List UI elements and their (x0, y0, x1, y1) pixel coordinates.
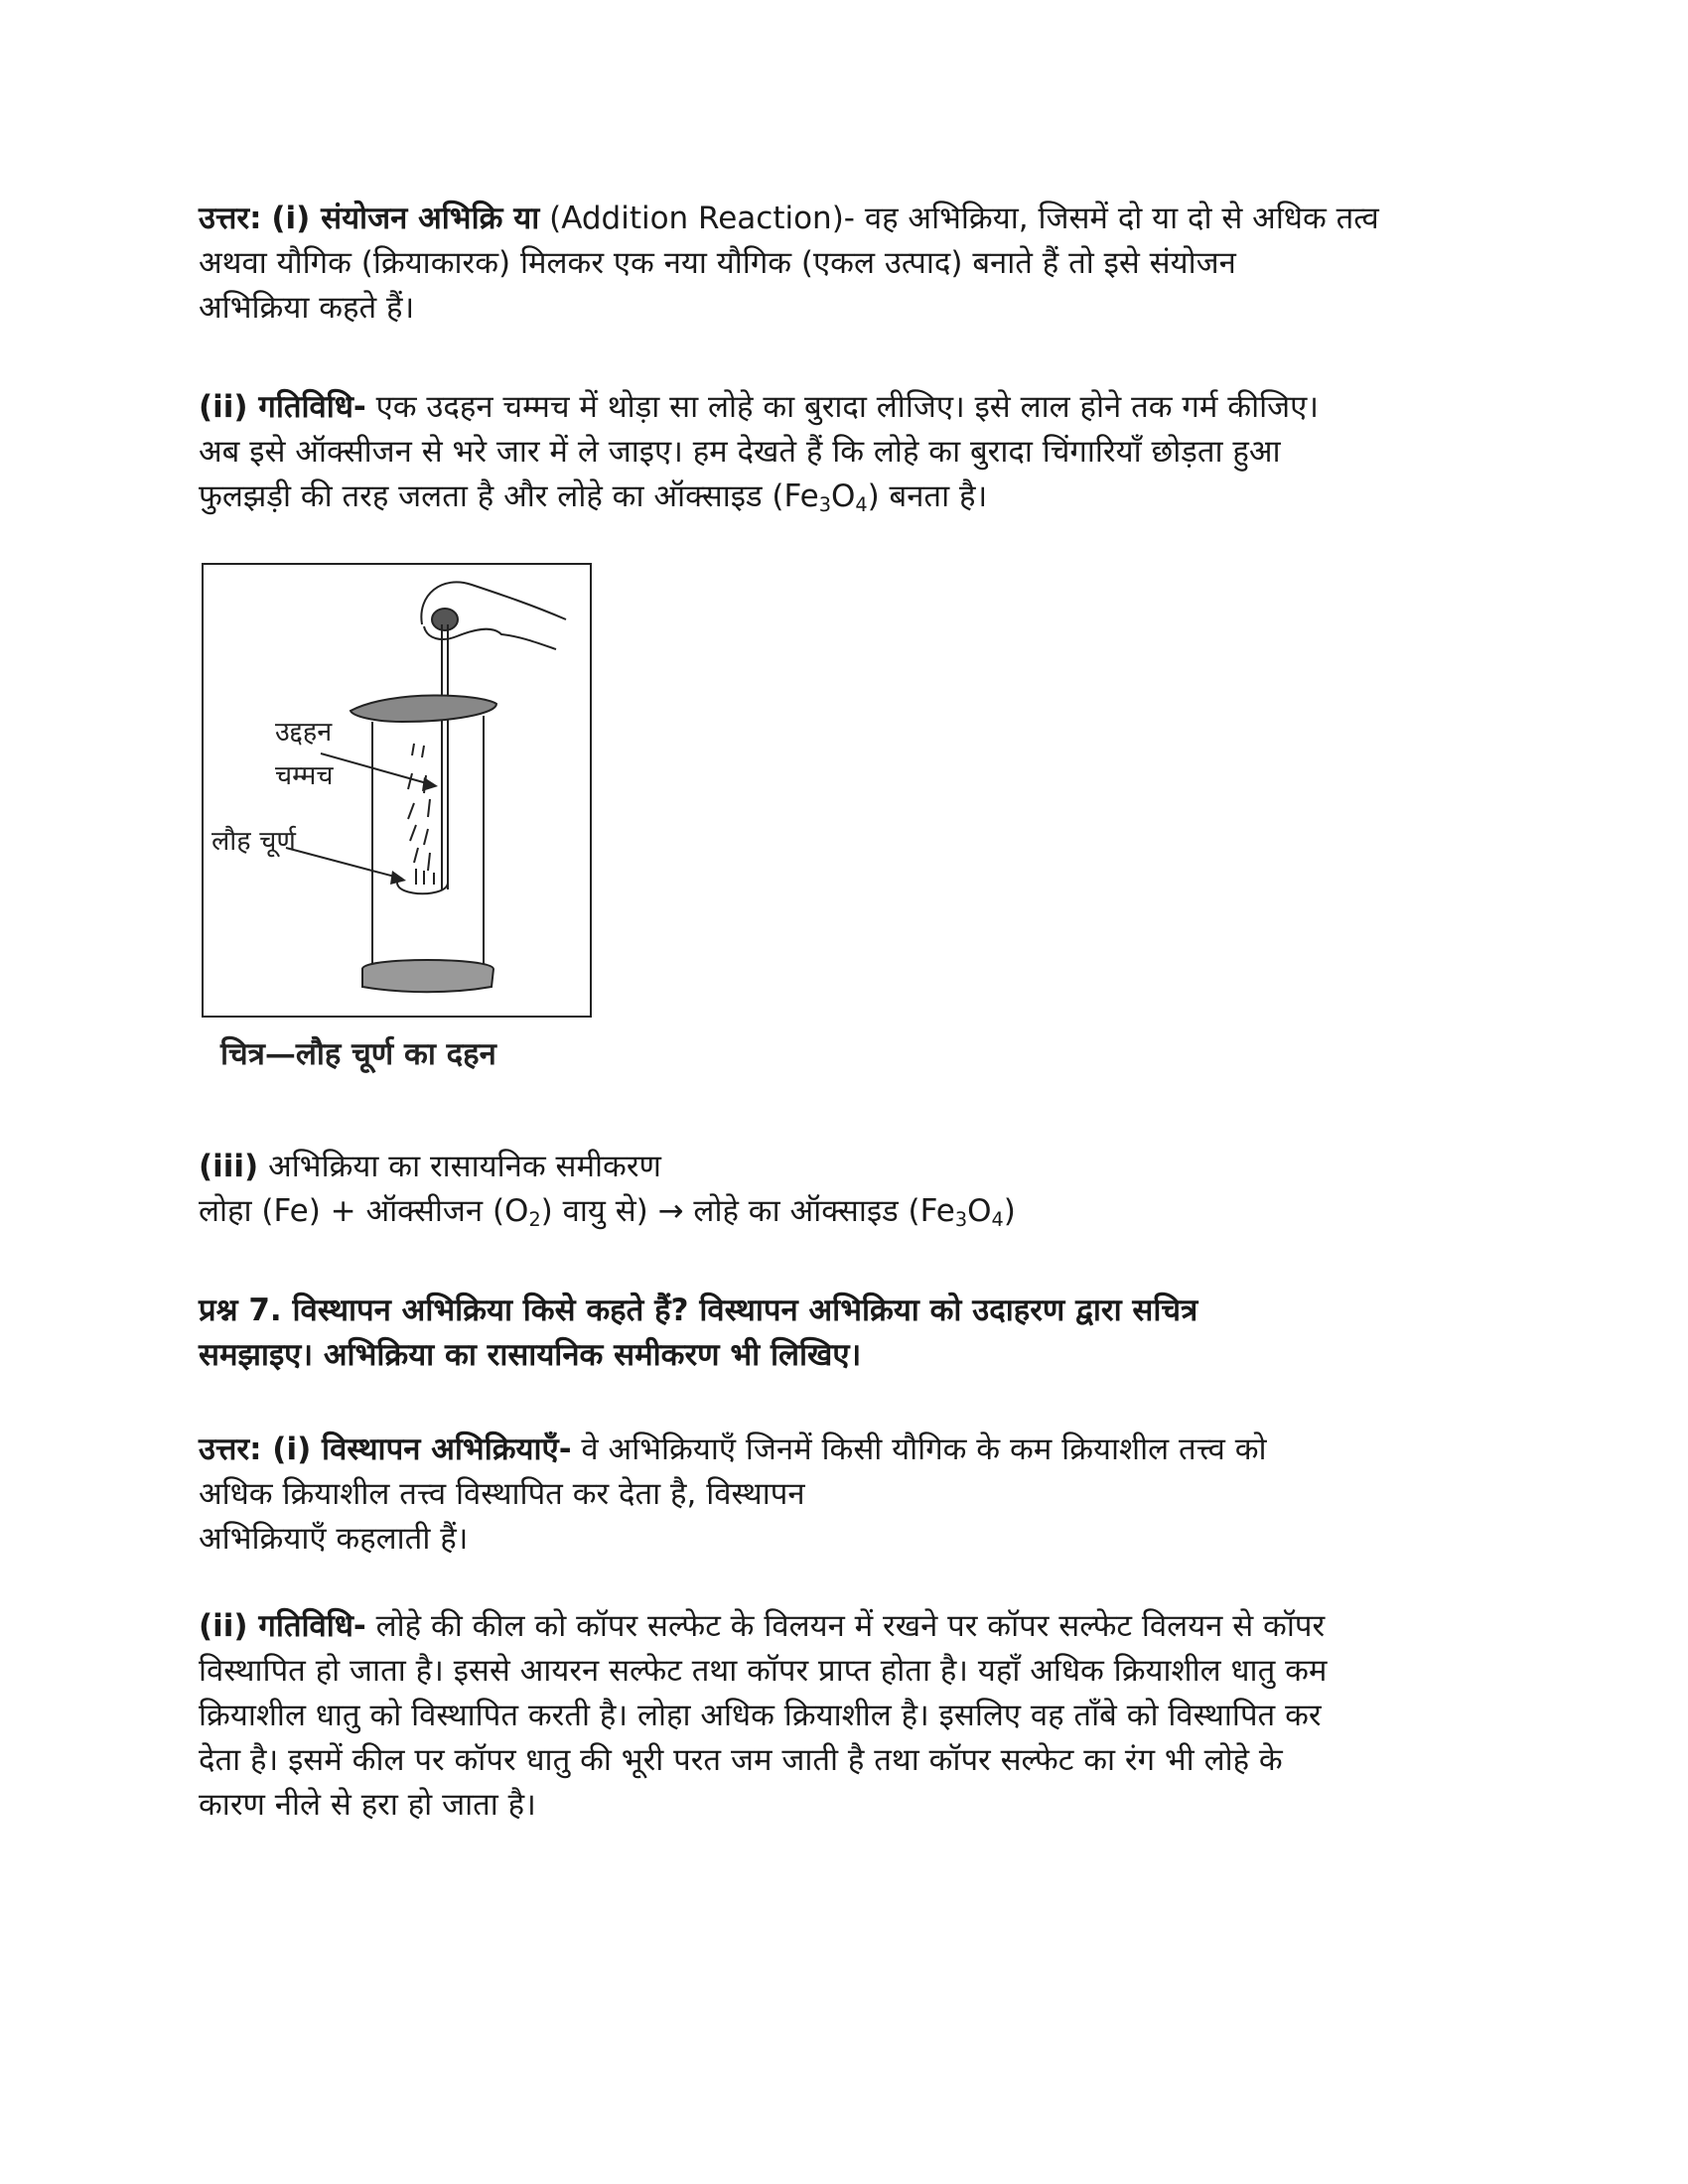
answer6-part3 (199, 1145, 1519, 1234)
part2-heading: (ii) गतिविधि- (199, 389, 366, 425)
answer6-part2-line3 (199, 475, 1519, 519)
question7 (199, 1289, 1519, 1378)
answer7-part2-line1 (199, 1604, 1519, 1649)
text: अभिक्रिया का रासायनिक समीकरण (258, 1149, 661, 1184)
answer6-part1-line1 (199, 197, 1519, 241)
answer7-part1-line1 (199, 1428, 1519, 1472)
text: लोहे की कील को कॉपर सल्फेट के विलयन में रखने पर कॉपर सल्फेट विलयन से कॉपर (365, 1608, 1326, 1644)
answer6-part2 (199, 385, 1519, 519)
text: फुलझड़ी की तरह जलता है और लोहे का ऑक्साइड (Fe (199, 478, 819, 514)
answer6-part1 (199, 197, 1519, 331)
text: ) (1003, 1193, 1016, 1229)
jar-illustration-icon (204, 565, 594, 1020)
answer6-part1-line2: अथवा यौगिक (क्रियाकारक) मिलकर एक नया यौगिक (एकल उत्पाद) बनाते हैं तो इसे संयोजन (199, 245, 1236, 281)
subscript: 4 (855, 492, 868, 516)
answer7-part2-line4: देता है। इसमें कील पर कॉपर धातु की भूरी परत जम जाती है तथा कॉपर सल्फेट का रंग भी लोहे के (199, 1742, 1283, 1778)
text: लोहा (Fe) + ऑक्सीजन (O (199, 1193, 529, 1229)
text: वे अभिक्रियाएँ जिनमें किसी यौगिक के कम क्रियाशील तत्त्व को (571, 1432, 1267, 1467)
text: एक उदहन चम्मच में थोड़ा सा लोहे का बुरादा लीजिए। इसे लाल होने तक गर्म कीजिए। (365, 389, 1320, 425)
text: O (830, 478, 856, 514)
figure-iron-combustion (202, 563, 592, 1018)
text: ) वायु से) → लोहे का ऑक्साइड (Fe (540, 1193, 955, 1229)
label-spoon-line1: उद्दहन (275, 717, 333, 748)
answer7-part1-line2: अधिक क्रियाशील तत्त्व विस्थापित कर देता है, विस्थापन (199, 1476, 805, 1512)
answer7-part2-line3: क्रियाशील धातु को विस्थापित करती है। लोहा अधिक क्रियाशील है। इसलिए वह ताँबे को विस्थापित कर (199, 1698, 1322, 1733)
subscript: 3 (818, 492, 831, 516)
answer7-part2 (199, 1604, 1519, 1828)
subscript: 2 (528, 1207, 541, 1231)
chemical-equation (199, 1189, 1519, 1234)
answer6-part1-line3: अभिक्रिया कहते हैं। (199, 290, 415, 326)
answer7-part2-line2: विस्थापित हो जाता है। इससे आयरन सल्फेट तथा कॉपर प्राप्त होता है। यहाँ अधिक क्रियाशील धातु कम (199, 1653, 1328, 1689)
label-iron-powder: लौह चूर्ण (211, 826, 296, 857)
part2-heading: (ii) गतिविधि- (199, 1608, 366, 1644)
answer6-part2-line1 (199, 385, 1519, 430)
answer-label: उत्तर: (199, 201, 262, 236)
subscript: 4 (991, 1207, 1004, 1231)
answer7-part1 (199, 1428, 1519, 1562)
question7-line1: प्रश्न 7. विस्थापन अभिक्रिया किसे कहते हैं? विस्थापन अभिक्रिया को उदाहरण द्वारा सचित्र (199, 1293, 1198, 1328)
text: O (967, 1193, 992, 1229)
text: ) बनता है। (867, 478, 988, 514)
text: (Addition Reaction)- वह अभिक्रिया, जिसमें दो या दो से अधिक तत्व (549, 201, 1379, 236)
answer7-part2-line5: कारण नीले से हरा हो जाता है। (199, 1787, 536, 1823)
answer-label: उत्तर: (199, 1432, 262, 1467)
answer6-part2-line2: अब इसे ऑक्सीजन से भरे जार में ले जाइए। हम देखते हैं कि लोहे का बुरादा चिंगारियाँ छोड़ता हुआ (199, 434, 1281, 470)
question7-line2: समझाइए। अभिक्रिया का रासायनिक समीकरण भी लिखिए। (199, 1337, 862, 1373)
label-spoon-line2: चम्मच (275, 760, 334, 791)
figure-caption: चित्र—लौह चूर्ण का दहन (220, 1036, 496, 1072)
part1-heading: (i) संयोजन अभिक्रि या (271, 201, 540, 236)
subscript: 3 (954, 1207, 968, 1231)
part1-heading: (i) विस्थापन अभिक्रियाएँ- (261, 1432, 572, 1467)
answer6-part3-title (199, 1145, 1519, 1189)
answer7-part1-line3: अभिक्रियाएँ कहलाती हैं। (199, 1521, 469, 1557)
part3-heading: (iii) (199, 1149, 259, 1184)
